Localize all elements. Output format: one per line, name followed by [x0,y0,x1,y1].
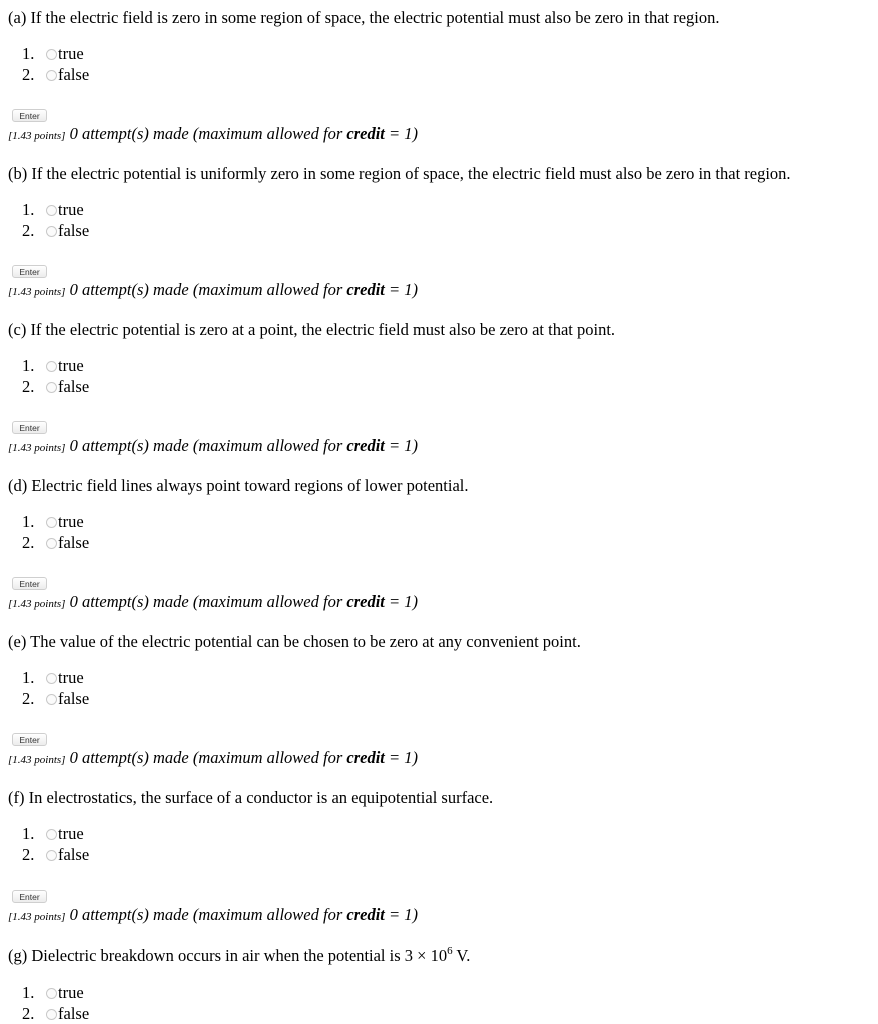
credit-tail: = 1) [384,280,419,299]
credit-word: credit [346,905,385,924]
radio-icon[interactable] [46,694,57,705]
choice-true[interactable] [22,983,84,1003]
credit-word: credit [346,436,385,455]
choice-true[interactable] [22,44,84,64]
points-label: [1.43 points] [8,754,66,766]
points-label: [1.43 points] [8,911,66,923]
attempts-text: 0 attempt(s) made (maximum allowed for [69,436,347,455]
choice-label[interactable]: false [58,65,90,84]
choice-number: 2. [22,533,35,552]
question-text-main: (g) Dielectric breakdown occurs in air when the potential is 3 × 10 [8,946,448,965]
credit-word: credit [346,592,385,611]
choice-label[interactable]: true [58,668,84,687]
choice-true[interactable] [22,512,84,532]
choice-number: 1. [22,356,35,375]
radio-icon[interactable] [46,205,57,216]
choice-number: 2. [22,377,35,396]
radio-icon[interactable] [46,382,57,393]
attempts-text: 0 attempt(s) made (maximum allowed for [69,748,347,767]
enter-button[interactable]: Enter [12,265,47,278]
choice-number: 1. [22,668,35,687]
choice-false[interactable] [22,533,89,553]
choice-label[interactable]: false [58,845,90,864]
choice-label[interactable]: true [58,512,84,531]
choice-label[interactable]: true [58,356,84,375]
question-text-unit: V. [452,946,471,965]
choice-number: 1. [22,824,35,843]
choice-false[interactable] [22,689,89,709]
choice-label[interactable]: false [58,1004,90,1023]
enter-button[interactable]: Enter [12,577,47,590]
question-a [0,0,878,156]
attempt-status [8,124,418,146]
enter-button[interactable]: Enter [12,421,47,434]
choice-true[interactable] [22,668,84,688]
radio-icon[interactable] [46,850,57,861]
radio-icon[interactable] [46,361,57,372]
choice-false[interactable] [22,845,89,865]
radio-icon[interactable] [46,829,57,840]
choice-label[interactable]: false [58,533,90,552]
choice-true[interactable] [22,356,84,376]
credit-word: credit [346,280,385,299]
question-g [0,938,878,1024]
question-f [0,780,878,936]
choice-label[interactable]: false [58,689,90,708]
radio-icon[interactable] [46,226,57,237]
choice-number: 2. [22,221,35,240]
question-text: (f) In electrostatics, the surface of a conductor is an equipotential surface. [8,788,494,807]
question-text: (a) If the electric field is zero in some region of space, the electric potential must also be zero in that region. [8,8,720,27]
radio-icon[interactable] [46,517,57,528]
choice-number: 2. [22,1004,35,1023]
choice-true[interactable] [22,824,84,844]
question-c [0,312,878,468]
choice-number: 1. [22,983,35,1002]
choice-number: 1. [22,512,35,531]
choice-number: 2. [22,689,35,708]
question-e [0,624,878,780]
attempts-text: 0 attempt(s) made (maximum allowed for [69,592,347,611]
attempt-status [8,748,418,770]
attempts-text: 0 attempt(s) made (maximum allowed for [69,124,347,143]
points-label: [1.43 points] [8,598,66,610]
question-text: (b) If the electric potential is uniformly zero in some region of space, the electric field must also be zero in that region. [8,164,791,183]
choice-false[interactable] [22,377,89,397]
attempt-status [8,592,418,614]
choice-number: 2. [22,845,35,864]
points-label: [1.43 points] [8,130,66,142]
points-label: [1.43 points] [8,286,66,298]
radio-icon[interactable] [46,988,57,999]
choice-label[interactable]: true [58,824,84,843]
choice-false[interactable] [22,65,89,85]
question-text [8,946,470,966]
credit-tail: = 1) [384,748,419,767]
radio-icon[interactable] [46,538,57,549]
enter-button[interactable]: Enter [12,890,47,903]
choice-false[interactable] [22,221,89,241]
choice-true[interactable] [22,200,84,220]
attempt-status [8,436,418,458]
radio-icon[interactable] [46,70,57,81]
choice-number: 1. [22,44,35,63]
exponent: 6 [447,944,453,957]
question-text: (c) If the electric potential is zero at a point, the electric field must also be zero at that point. [8,320,616,339]
question-text: (e) The value of the electric potential can be chosen to be zero at any convenient point. [8,632,581,651]
choice-label[interactable]: true [58,44,84,63]
choice-label[interactable]: false [58,221,90,240]
enter-button[interactable]: Enter [12,733,47,746]
credit-tail: = 1) [384,436,419,455]
choice-false[interactable] [22,1004,89,1024]
credit-tail: = 1) [384,905,419,924]
attempts-text: 0 attempt(s) made (maximum allowed for [69,905,347,924]
attempt-status [8,905,418,927]
credit-tail: = 1) [384,124,419,143]
choice-number: 2. [22,65,35,84]
choice-number: 1. [22,200,35,219]
question-d [0,468,878,624]
radio-icon[interactable] [46,673,57,684]
points-label: [1.43 points] [8,442,66,454]
radio-icon[interactable] [46,49,57,60]
enter-button[interactable]: Enter [12,109,47,122]
radio-icon[interactable] [46,1009,57,1020]
attempt-status [8,280,418,302]
credit-tail: = 1) [384,592,419,611]
question-b [0,156,878,312]
choice-label[interactable]: false [58,377,90,396]
choice-label[interactable]: true [58,200,84,219]
question-text: (d) Electric field lines always point toward regions of lower potential. [8,476,469,495]
credit-word: credit [346,748,385,767]
credit-word: credit [346,124,385,143]
choice-label[interactable]: true [58,983,84,1002]
attempts-text: 0 attempt(s) made (maximum allowed for [69,280,347,299]
